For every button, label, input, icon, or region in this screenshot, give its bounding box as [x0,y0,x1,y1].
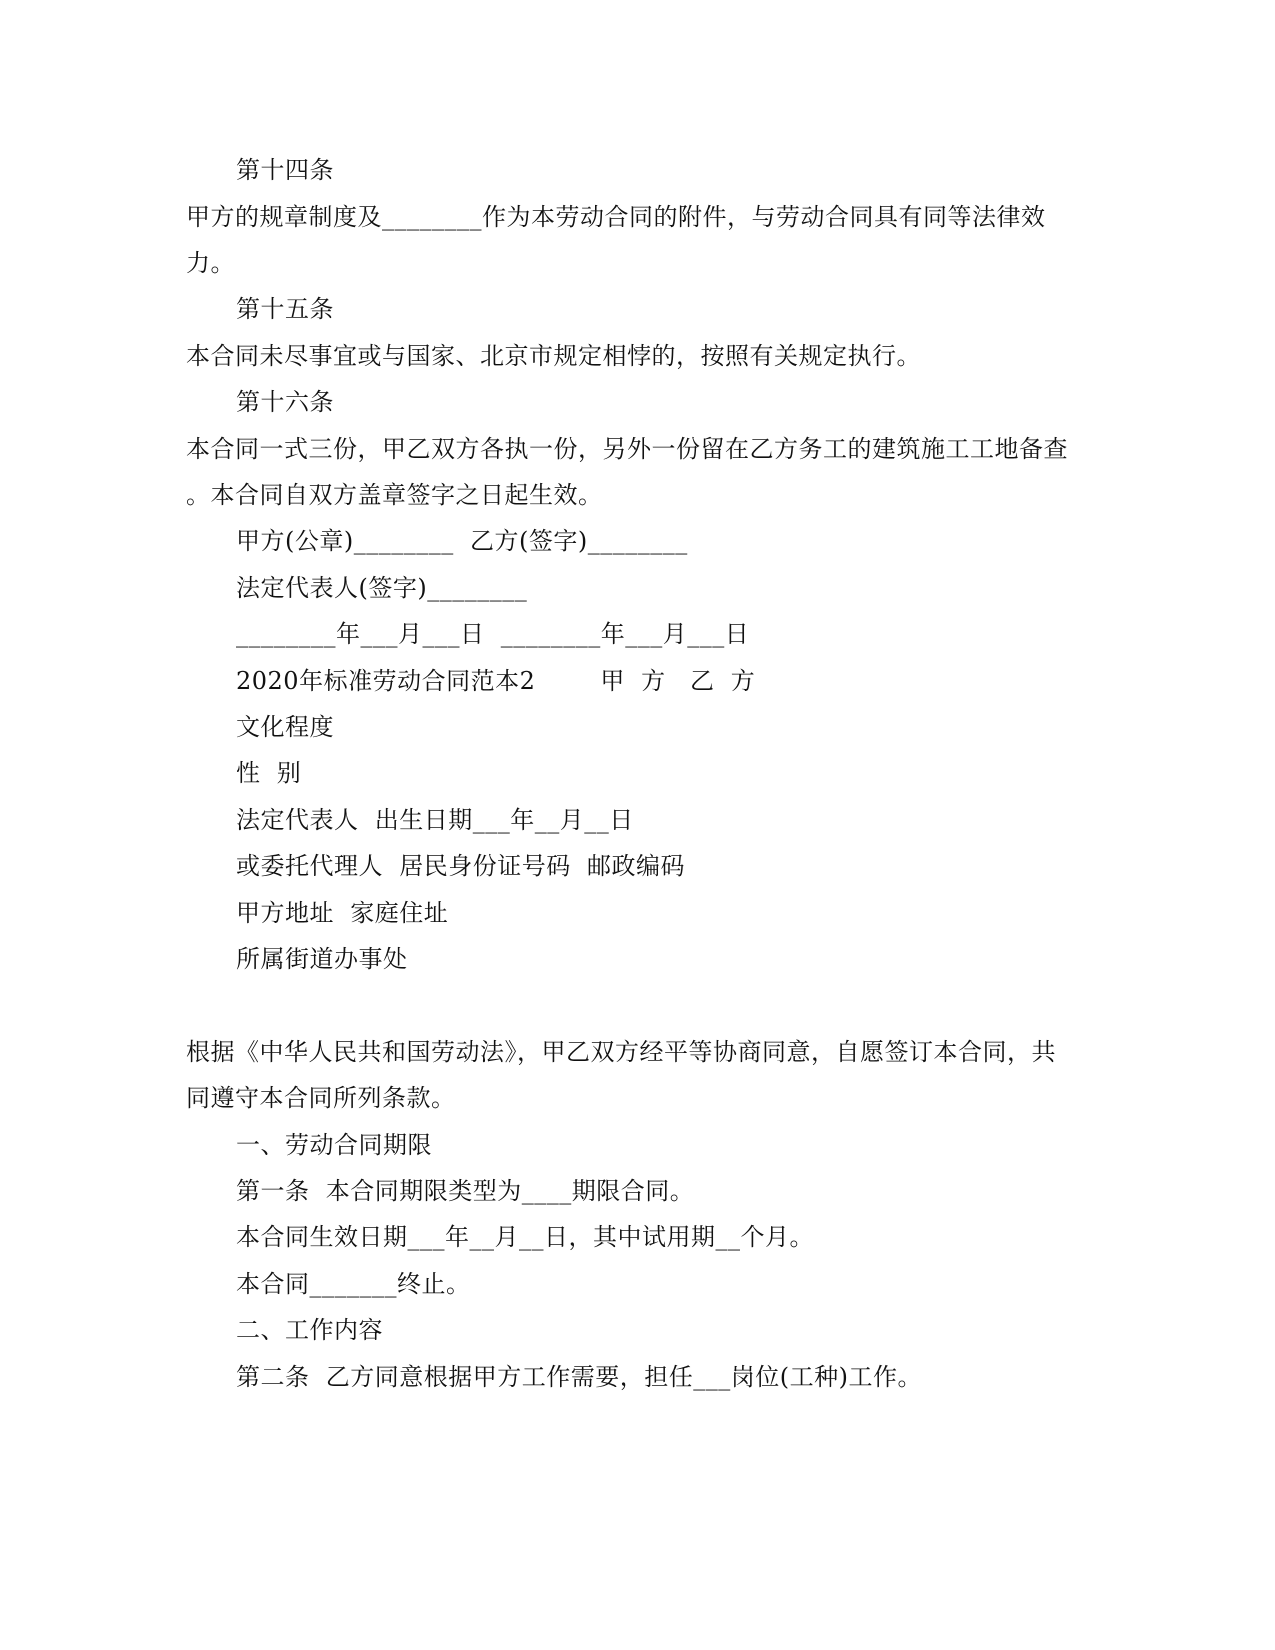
field-agent-id-postcode: 或委托代理人 居民身份证号码 邮政编码 [236,852,686,880]
article-15-text: 本合同未尽事宜或与国家、北京市规定相悖的，按照有关规定执行。 [186,342,921,370]
article-2-text: 第二条 乙方同意根据甲方工作需要，担任___岗位(工种)工作。 [236,1363,922,1391]
section-1-heading: 一、劳动合同期限 [236,1131,432,1159]
article-14-text-cont: 力。 [186,249,235,277]
field-address: 甲方地址 家庭住址 [236,899,449,927]
article-16-text-cont: 。本合同自双方盖章签字之日起生效。 [186,481,603,509]
field-street-office: 所属街道办事处 [236,945,408,973]
article-1-termination: 本合同_______终止。 [236,1270,471,1298]
section-2-heading: 二、工作内容 [236,1316,383,1344]
article-14-heading: 第十四条 [236,156,334,184]
field-gender: 性 别 [236,759,302,787]
article-14-text: 甲方的规章制度及________作为本劳动合同的附件，与劳动合同具有同等法律效 [186,203,1046,231]
signature-dates: ________年___月___日 ________年___月___日 [236,620,750,648]
article-16-text: 本合同一式三份，甲乙双方各执一份，另外一份留在乙方务工的建筑施工工地备查 [186,435,1068,463]
article-16-heading: 第十六条 [236,388,334,416]
preamble-text-cont: 同遵守本合同所列条款。 [186,1084,456,1112]
field-representative-birthdate: 法定代表人 出生日期___年__月__日 [236,806,634,834]
article-15-heading: 第十五条 [236,295,334,323]
signature-parties: 甲方(公章)________ 乙方(签字)________ [236,527,688,555]
preamble-text: 根据《中华人民共和国劳动法》，甲乙双方经平等协商同意，自愿签订本合同，共 [186,1038,1056,1066]
signature-representative: 法定代表人(签字)________ [236,574,528,602]
article-1-text: 第一条 本合同期限类型为____期限合同。 [236,1177,695,1205]
template-title-line: 2020年标准劳动合同范本2 甲 方 乙 方 [236,667,756,695]
field-education: 文化程度 [236,713,334,741]
article-1-effective-date: 本合同生效日期___年__月__日，其中试用期__个月。 [236,1223,814,1251]
